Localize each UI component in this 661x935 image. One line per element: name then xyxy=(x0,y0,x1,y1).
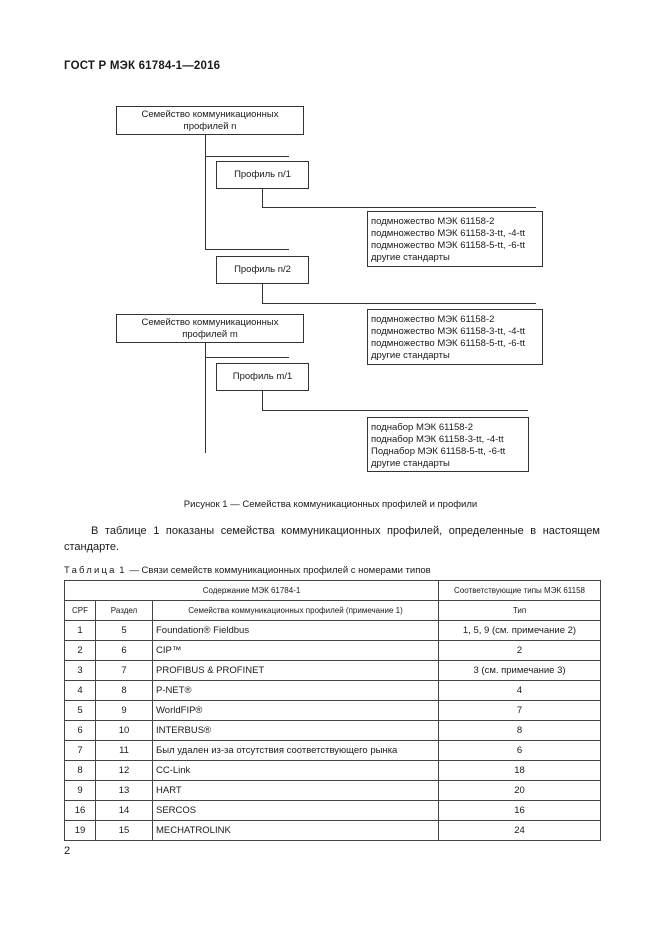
list-n1-box xyxy=(367,211,543,267)
list-m1-box xyxy=(367,417,529,472)
cell-family: P-NET® xyxy=(153,681,439,701)
cell-family: Foundation® Fieldbus xyxy=(153,621,439,641)
connector xyxy=(262,283,263,303)
cell-section: 12 xyxy=(96,761,153,781)
family-m-line1: Семейство коммуникационных xyxy=(141,316,279,328)
cell-type: 3 (см. примечание 3) xyxy=(439,661,601,681)
connector xyxy=(262,207,536,208)
connector xyxy=(205,134,206,249)
cell-section: 15 xyxy=(96,821,153,841)
cell-type: 16 xyxy=(439,801,601,821)
cell-cpf: 2 xyxy=(65,641,96,661)
connector xyxy=(205,357,289,358)
list-item: другие стандарты xyxy=(371,252,450,263)
profile-n2-box xyxy=(216,256,309,284)
cell-family: Был удален из-за отсутствия соответствующего рынка xyxy=(153,741,439,761)
cell-type: 6 xyxy=(439,741,601,761)
col-header-family: Семейства коммуникационных профилей (примечание 1) xyxy=(153,601,439,621)
document-header: ГОСТ Р МЭК 61784-1—2016 xyxy=(64,60,221,72)
cell-family: CC-Link xyxy=(153,761,439,781)
col-header-type: Тип xyxy=(439,601,601,621)
connector xyxy=(262,188,263,207)
cell-type: 4 xyxy=(439,681,601,701)
table-row xyxy=(65,621,601,641)
table-row xyxy=(65,721,601,741)
cell-cpf: 4 xyxy=(65,681,96,701)
cell-family: INTERBUS® xyxy=(153,721,439,741)
list-n2-box xyxy=(367,309,543,365)
cell-section: 8 xyxy=(96,681,153,701)
table-row xyxy=(65,761,601,781)
profile-n1-box xyxy=(216,161,309,189)
list-item: подмножество МЭК 61158-5-tt, -6-tt xyxy=(371,338,526,349)
list-item: Поднабор МЭК 61158-5-tt, -6-tt xyxy=(371,446,506,457)
cell-cpf: 3 xyxy=(65,661,96,681)
table-row xyxy=(65,701,601,721)
family-m-box xyxy=(116,314,304,343)
list-item: другие стандарты xyxy=(371,350,450,361)
family-n-line1: Семейство коммуникационных xyxy=(141,108,279,120)
cell-cpf: 5 xyxy=(65,701,96,721)
cell-family: SERCOS xyxy=(153,801,439,821)
connector xyxy=(262,303,536,304)
cell-cpf: 16 xyxy=(65,801,96,821)
cell-type: 7 xyxy=(439,701,601,721)
list-item: подмножество МЭК 61158-3-tt, -4-tt xyxy=(371,228,526,239)
table-title-rest: — Связи семейств коммуникационных профилей с номерами типов xyxy=(129,565,431,576)
cell-cpf: 8 xyxy=(65,761,96,781)
table-row xyxy=(65,821,601,841)
family-m-line2: профилей m xyxy=(182,328,238,340)
cell-cpf: 9 xyxy=(65,781,96,801)
group-header-left: Содержание МЭК 61784-1 xyxy=(65,581,439,601)
cell-type: 18 xyxy=(439,761,601,781)
connector xyxy=(262,390,263,410)
cell-family: CIP™ xyxy=(153,641,439,661)
connector xyxy=(205,342,206,453)
connector xyxy=(205,249,289,250)
table-row xyxy=(65,801,601,821)
list-item: подмножество МЭК 61158-2 xyxy=(371,216,495,227)
profile-m1-box xyxy=(216,363,309,391)
cell-section: 6 xyxy=(96,641,153,661)
cell-family: PROFIBUS & PROFINET xyxy=(153,661,439,681)
list-item: подмножество МЭК 61158-3-tt, -4-tt xyxy=(371,326,526,337)
cell-family: MECHATROLINK xyxy=(153,821,439,841)
list-item: подмножество МЭК 61158-2 xyxy=(371,314,495,325)
cell-cpf: 19 xyxy=(65,821,96,841)
table-row xyxy=(65,781,601,801)
group-header-right: Соответствующие типы МЭК 61158 xyxy=(439,581,601,601)
table-title-number: 1 xyxy=(119,565,127,576)
table-row xyxy=(65,641,601,661)
table-title xyxy=(64,565,431,576)
cell-section: 7 xyxy=(96,661,153,681)
table-column-header xyxy=(65,601,601,621)
cell-type: 24 xyxy=(439,821,601,841)
table-title-prefix: Таблица xyxy=(64,565,117,576)
body-paragraph: В таблице 1 показаны семейства коммуникационных профилей, определенные в настоящем стандарте. xyxy=(64,525,600,553)
family-n-box xyxy=(116,106,304,135)
profile-n2-label: Профиль n/2 xyxy=(234,264,291,275)
cell-section: 11 xyxy=(96,741,153,761)
cell-section: 13 xyxy=(96,781,153,801)
list-item: подмножество МЭК 61158-5-tt, -6-tt xyxy=(371,240,526,251)
cell-section: 14 xyxy=(96,801,153,821)
cell-section: 9 xyxy=(96,701,153,721)
cell-family: WorldFIP® xyxy=(153,701,439,721)
cell-cpf: 6 xyxy=(65,721,96,741)
cell-type: 8 xyxy=(439,721,601,741)
family-n-line2: профилей n xyxy=(183,120,237,132)
connector xyxy=(262,410,528,411)
table-group-header xyxy=(65,581,601,601)
table-row xyxy=(65,661,601,681)
table-row xyxy=(65,681,601,701)
table-row xyxy=(65,741,601,761)
connector xyxy=(205,156,289,157)
cell-section: 10 xyxy=(96,721,153,741)
list-item: другие стандарты xyxy=(371,458,450,469)
cell-section: 5 xyxy=(96,621,153,641)
profiles-table xyxy=(64,580,601,841)
cell-family: HART xyxy=(153,781,439,801)
col-header-cpf: CPF xyxy=(65,601,96,621)
figure-caption: Рисунок 1 — Семейства коммуникационных профилей и профили xyxy=(183,499,478,510)
list-item: поднабор МЭК 61158-3-tt, -4-tt xyxy=(371,434,504,445)
col-header-section: Раздел xyxy=(96,601,153,621)
profile-m1-label: Профиль m/1 xyxy=(232,371,293,382)
page-number: 2 xyxy=(64,845,71,857)
cell-cpf: 1 xyxy=(65,621,96,641)
cell-type: 20 xyxy=(439,781,601,801)
profile-n1-label: Профиль n/1 xyxy=(234,169,291,180)
cell-type: 2 xyxy=(439,641,601,661)
list-item: поднабор МЭК 61158-2 xyxy=(371,422,474,433)
cell-cpf: 7 xyxy=(65,741,96,761)
cell-type: 1, 5, 9 (см. примечание 2) xyxy=(439,621,601,641)
